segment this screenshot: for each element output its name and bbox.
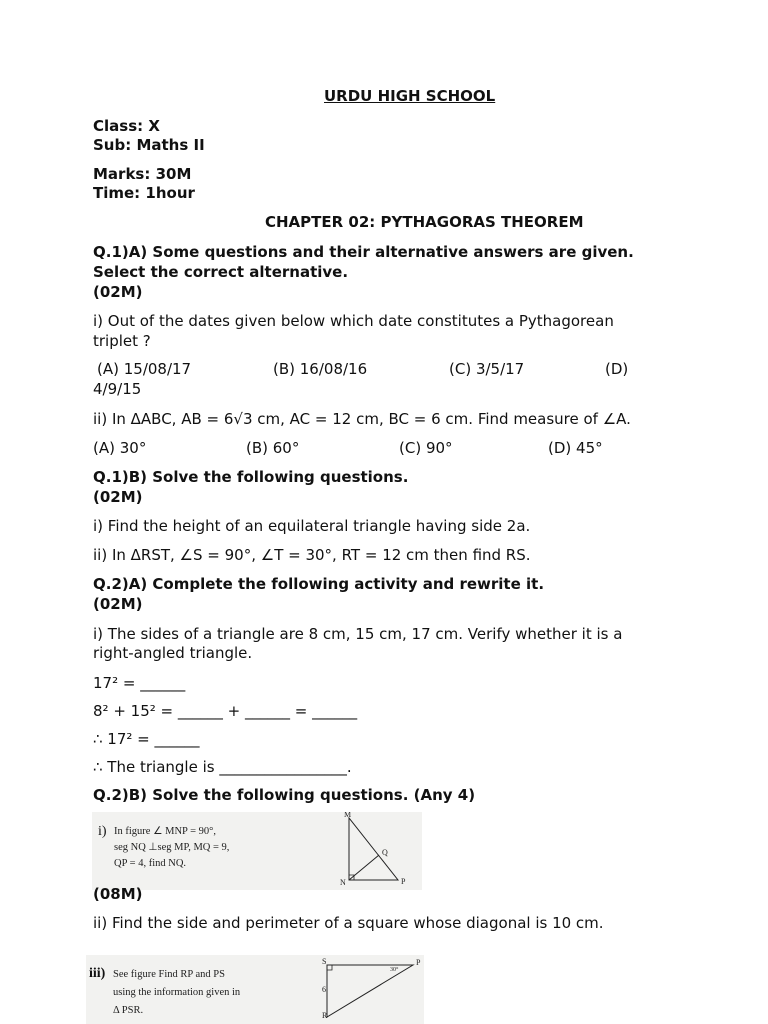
figure-1-line1: In figure ∠ MNP = 90°, [114, 826, 216, 837]
figure-3-label-r: R [322, 1011, 328, 1020]
q1a-i-text-line2: triplet ? [93, 332, 151, 350]
figure-3-image [86, 955, 424, 1024]
q2a-step-1: 17² = ______ [93, 674, 186, 692]
figure-1-label-q: Q [382, 848, 388, 857]
q2a-step-3: ∴ 17² = ______ [93, 730, 200, 748]
figure-1-roman: i) [98, 824, 107, 839]
q1a-i-option-c: (C) 3/5/17 [449, 360, 525, 378]
figure-1-label-n: N [340, 878, 346, 887]
q2a-heading: Q.2)A) Complete the following activity and rewrite it. [93, 575, 545, 593]
figure-3-label-angle: 30° [390, 967, 399, 973]
q2b-heading: Q.2)B) Solve the following questions. (Any 4) [93, 786, 476, 804]
q2b-marks: (08M) [93, 885, 143, 903]
q1a-i-option-a: (A) 15/08/17 [97, 360, 192, 378]
subject-label: Sub: Maths II [93, 136, 205, 154]
q1a-heading-line2: Select the correct alternative. [93, 263, 349, 281]
q2a-step-2: 8² + 15² = ______ + ______ = ______ [93, 702, 358, 720]
figure-1-image [92, 812, 422, 890]
class-label: Class: X [93, 117, 160, 135]
q1b-heading: Q.1)B) Solve the following questions. [93, 468, 409, 486]
figure-3-line2: using the information given in [113, 987, 241, 998]
q1a-marks: (02M) [93, 283, 143, 301]
figure-1-line2: seg NQ ⊥seg MP, MQ = 9, [114, 842, 230, 853]
figure-1-label-p: P [401, 877, 406, 886]
q1a-ii-option-a: (A) 30° [93, 439, 147, 457]
q1b-ii-text: ii) In ΔRST, ∠S = 90°, ∠T = 30°, RT = 12 cm then find RS. [93, 546, 531, 564]
q1a-ii-text: ii) In ΔABC, AB = 6√3 cm, AC = 12 cm, BC = 6 cm. Find measure of ∠A. [93, 410, 631, 428]
figure-1-triangle [92, 812, 422, 890]
figure-3-label-p: P [416, 958, 421, 967]
q2a-step-4: ∴ The triangle is _________________. [93, 758, 352, 776]
q1a-i-option-b: (B) 16/08/16 [273, 360, 368, 378]
q2a-i-text-line1: i) The sides of a triangle are 8 cm, 15 cm, 17 cm. Verify whether it is a [93, 625, 623, 643]
q1a-ii-option-b: (B) 60° [246, 439, 300, 457]
q1a-i-option-d: (D) [605, 360, 629, 378]
q1b-marks: (02M) [93, 488, 143, 506]
q1b-i-text: i) Find the height of an equilateral triangle having side 2a. [93, 517, 531, 535]
figure-1-label-m: M [344, 812, 352, 819]
time-label: Time: 1hour [93, 184, 195, 202]
marks-label: Marks: 30M [93, 165, 192, 183]
chapter-title: CHAPTER 02: PYTHAGORAS THEOREM [265, 213, 584, 231]
q2a-i-text-line2: right-angled triangle. [93, 644, 253, 662]
figure-3-label-6: 6 [322, 985, 326, 994]
figure-3-line1: See figure Find RP and PS [113, 969, 225, 980]
figure-1-line3: QP = 4, find NQ. [114, 858, 187, 869]
figure-3-line3: Δ PSR. [113, 1005, 144, 1016]
q1a-ii-option-d: (D) 45° [548, 439, 603, 457]
q1a-i-text-line1: i) Out of the dates given below which date constitutes a Pythagorean [93, 312, 614, 330]
q2a-marks: (02M) [93, 595, 143, 613]
figure-3-label-s: S [322, 957, 327, 966]
figure-3-roman: iii) [89, 966, 106, 981]
q1a-ii-option-c: (C) 90° [399, 439, 453, 457]
q1a-i-option-d-value: 4/9/15 [93, 380, 142, 398]
figure-3-triangle [86, 955, 424, 1024]
q1a-heading-line1: Q.1)A) Some questions and their alternative answers are given. [93, 243, 634, 261]
school-name: URDU HIGH SCHOOL [324, 87, 496, 105]
q2b-ii-text: ii) Find the side and perimeter of a square whose diagonal is 10 cm. [93, 914, 604, 932]
